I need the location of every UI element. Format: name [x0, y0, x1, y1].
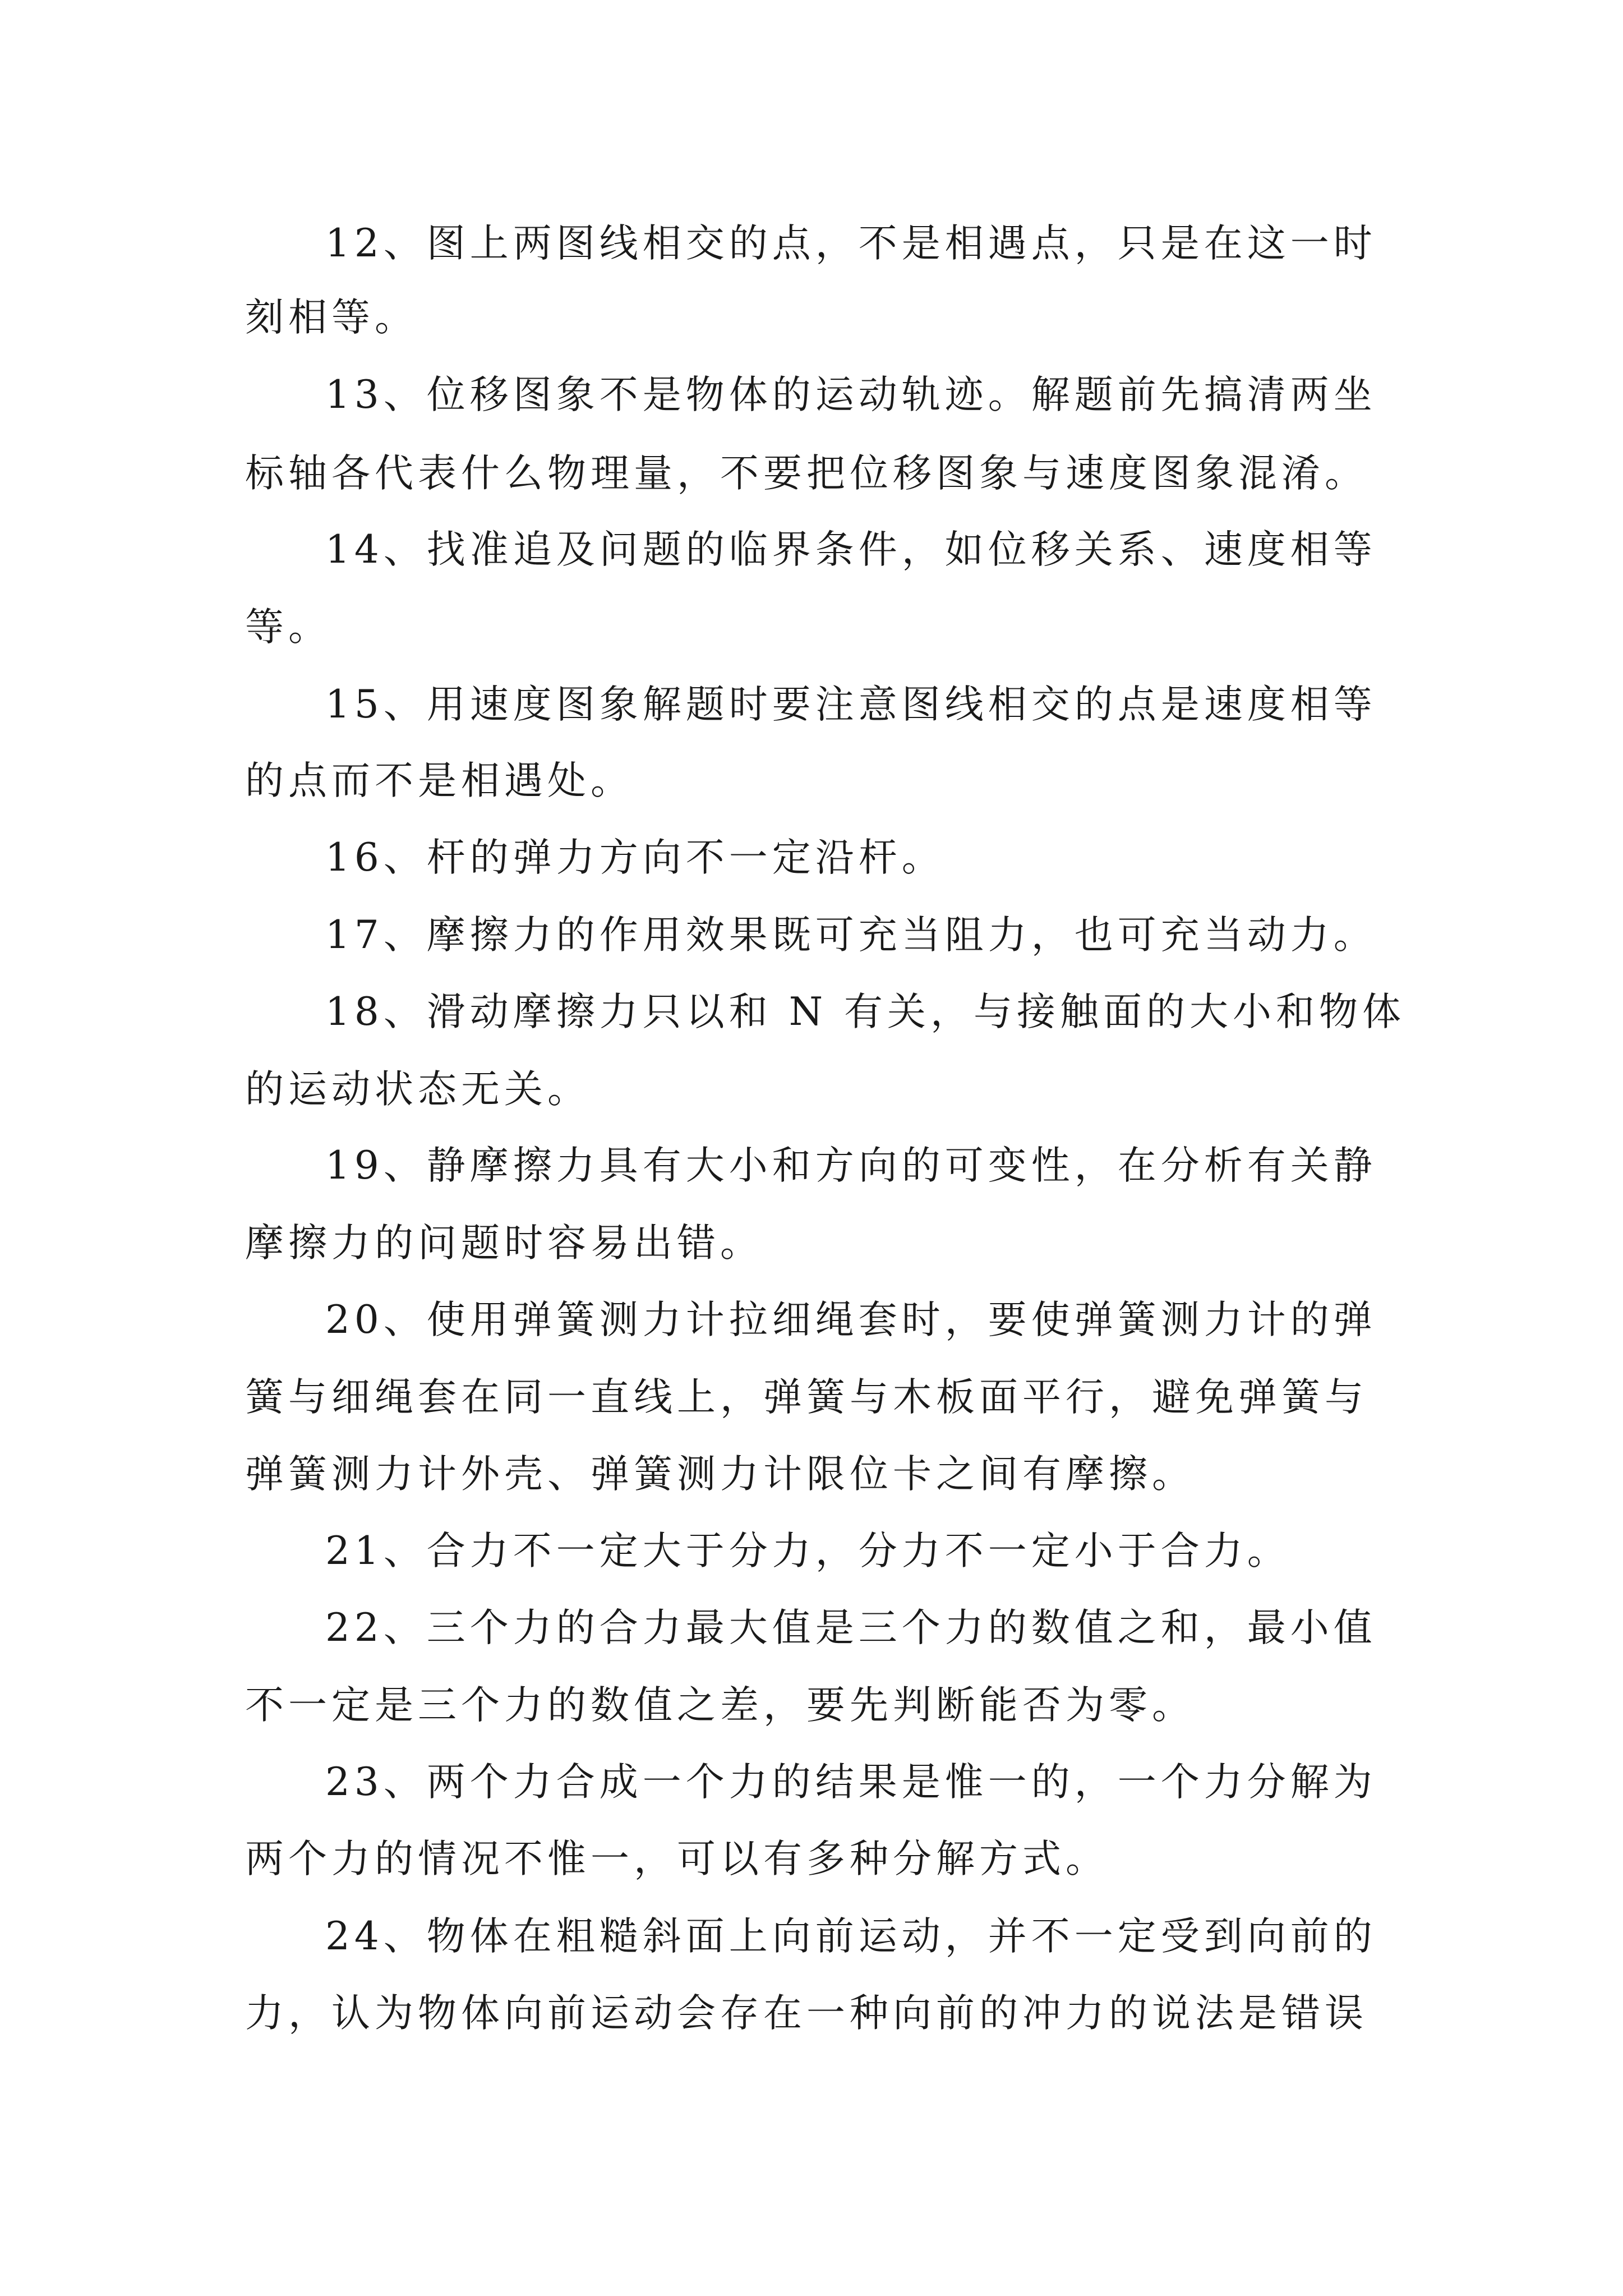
item-24-line-2: 力，认为物体向前运动会存在一种向前的冲力的说法是错误	[245, 1991, 1368, 2036]
item-13-line-1: 13、位移图象不是物体的运动轨迹。解题前先搞清两坐	[325, 372, 1377, 417]
item-16-line-1: 16、杆的弹力方向不一定沿杆。	[325, 835, 945, 880]
item-12-line-2: 刻相等。	[245, 295, 418, 340]
item-17-line-1: 17、摩擦力的作用效果既可充当阻力，也可充当动力。	[325, 913, 1377, 958]
item-23-line-2: 两个力的情况不惟一，可以有多种分解方式。	[245, 1837, 1109, 1881]
item-18-line-2: 的运动状态无关。	[245, 1067, 591, 1112]
item-19-line-1: 19、静摩擦力具有大小和方向的可变性，在分析有关静	[325, 1143, 1377, 1188]
item-14-line-2: 等。	[245, 605, 331, 650]
item-24-line-1: 24、物体在粗糙斜面上向前运动，并不一定受到向前的	[325, 1914, 1377, 1959]
item-23-line-1: 23、两个力合成一个力的结果是惟一的，一个力分解为	[325, 1760, 1377, 1805]
item-21-line-1: 21、合力不一定大于分力，分力不一定小于合力。	[325, 1529, 1290, 1573]
item-15-line-2: 的点而不是相遇处。	[245, 758, 634, 803]
item-13-line-2: 标轴各代表什么物理量，不要把位移图象与速度图象混淆。	[245, 451, 1368, 496]
item-20-line-3: 弹簧测力计外壳、弹簧测力计限位卡之间有摩擦。	[245, 1452, 1195, 1497]
item-22-line-1: 22、三个力的合力最大值是三个力的数值之和，最小值	[325, 1605, 1377, 1650]
item-18-line-1: 18、滑动摩擦力只以和 N 有关，与接触面的大小和物体	[325, 990, 1406, 1034]
item-12-line-1: 12、图上两图线相交的点，不是相遇点，只是在这一时	[325, 221, 1377, 266]
item-20-line-2: 簧与细绳套在同一直线上，弹簧与木板面平行，避免弹簧与	[245, 1375, 1368, 1420]
item-15-line-1: 15、用速度图象解题时要注意图线相交的点是速度相等	[325, 682, 1377, 727]
item-14-line-1: 14、找准追及问题的临界条件，如位移关系、速度相等	[325, 527, 1377, 572]
item-22-line-2: 不一定是三个力的数值之差，要先判断能否为零。	[245, 1683, 1195, 1728]
item-19-line-2: 摩擦力的问题时容易出错。	[245, 1221, 763, 1266]
item-20-line-1: 20、使用弹簧测力计拉细绳套时，要使弹簧测力计的弹	[325, 1297, 1377, 1342]
